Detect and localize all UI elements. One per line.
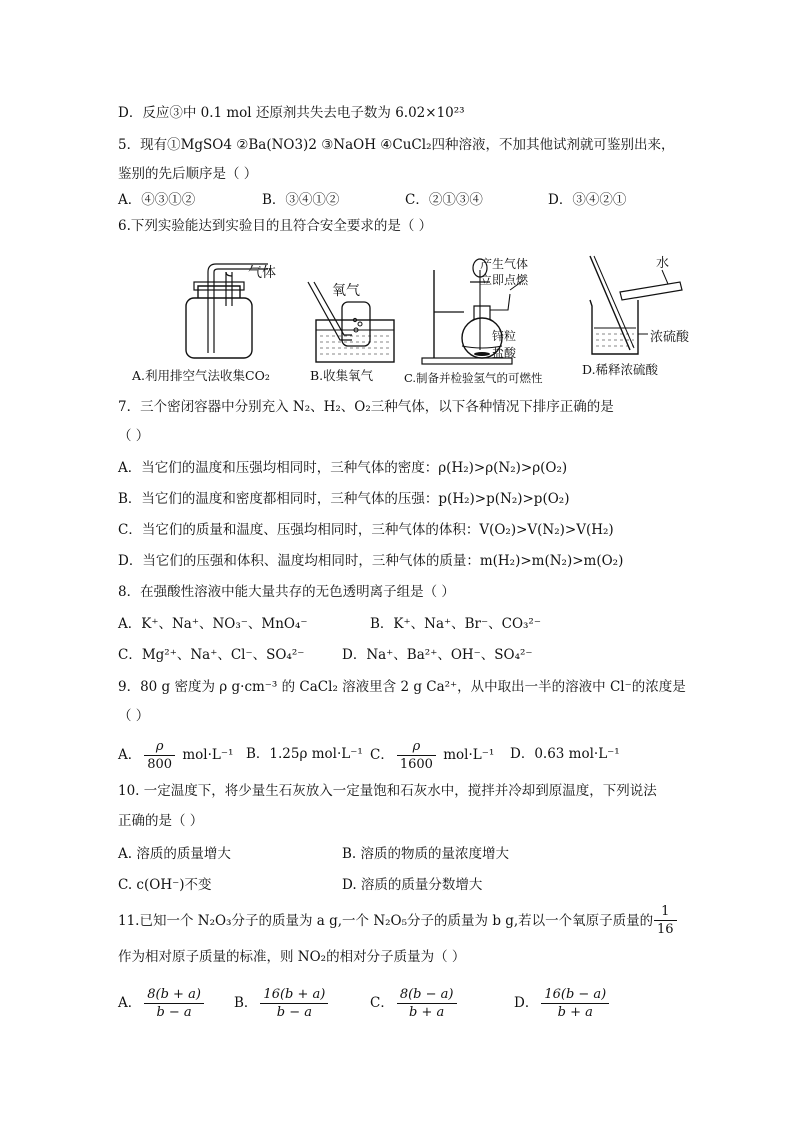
q11-stem-fraction [654,903,677,938]
q10-option-b: B. 溶质的物质的量浓度增大 [342,846,510,862]
q10-option-d: D. 溶质的质量分数增大 [342,877,483,893]
q5-stem-line1: 5．现有①MgSO4 ②Ba(NO3)2 ③NaOH ④CuCl₂四种溶液，不加其他试剂就可鉴别出来， [118,137,675,153]
q7-stem-line1: 7．三个密闭容器中分别充入 N₂、H₂、O₂三种气体，以下各种情况下排序正确的是 [118,399,614,415]
q11-option-d-numerator: 16(b − a) [541,986,609,1004]
q8-option-a: A．K⁺、Na⁺、NO₃⁻、MnO₄⁻ [118,616,308,632]
q8-option-d: D．Na⁺、Ba²⁺、OH⁻、SO₄²⁻ [342,647,533,663]
q7-option-a: A．当它们的温度和压强均相同时，三种气体的密度：ρ(H₂)>ρ(N₂)>ρ(O₂) [118,460,568,476]
q8-option-b: B．K⁺、Na⁺、Br⁻、CO₃²⁻ [370,616,541,632]
q5-option-d: D．③④②① [548,192,627,208]
q11-option-c-fraction [397,986,457,1021]
q9-option-c-denominator: 1600 [399,757,433,772]
q7-stem-line2: （ ） [118,428,150,444]
q11-option-a-label: A． [118,995,142,1011]
q9-stem-line1: 9．80 g 密度为 ρ g·cm⁻³ 的 CaCl₂ 溶液里含 2 g Ca²⁺，从中取出一半的溶液中 Cl⁻的浓度是 [118,679,686,695]
q11-option-c-denominator: b + a [409,1005,445,1020]
q5-stem-line2: 鉴别的先后顺序是（ ） [118,166,258,182]
q9-option-c-label: C． [370,747,394,763]
figure-c-label-zinc: 锌粒 [492,329,517,343]
q9-stem-line2: （ ） [118,708,150,724]
q7-option-c: C．当它们的质量和温度、压强均相同时，三种气体的体积：V(O₂)>V(N₂)>V(H₂) [118,522,614,538]
q5-option-a: A．④③①② [118,192,196,208]
q11-option-c-numerator: 8(b − a) [397,986,457,1004]
q10-option-a: A. 溶质的质量增大 [118,846,231,862]
q9-option-a [118,738,233,773]
figure-d-label-acid: 浓硫酸 [650,330,690,345]
figure-b-caption: B.收集氧气 [310,368,374,383]
q4-option-d: D．反应③中 0.1 mol 还原剂共失去电子数为 6.02×10²³ [118,105,465,121]
q9-option-c-fraction [397,738,436,773]
q11-option-a-fraction [144,986,204,1021]
q9-option-c-unit: mol·L⁻¹ [443,747,495,763]
figure-c-label-acid: 盐酸 [492,346,517,360]
q9-option-c-numerator: ρ [397,738,436,756]
q10-stem-line2: 正确的是（ ） [118,813,204,829]
q11-stem-fraction-denominator: 16 [657,922,674,937]
q7-option-b: B．当它们的温度和密度都相同时，三种气体的压强：p(H₂)>p(N₂)>p(O₂) [118,491,570,507]
q9-option-b: B．1.25ρ mol·L⁻¹ [246,746,363,762]
q9-option-c [370,738,494,773]
q11-stem-fraction-numerator: 1 [654,903,677,921]
q9-option-d: D．0.63 mol·L⁻¹ [510,746,620,762]
q11-option-b-numerator: 16(b + a) [260,986,328,1004]
figure-c-label-ignite: 立即点燃 [480,273,529,287]
q11-option-b-denominator: b − a [276,1005,312,1020]
q8-stem: 8．在强酸性溶液中能大量共存的无色透明离子组是（ ） [118,584,455,600]
q7-option-d: D．当它们的压强和体积、温度均相同时，三种气体的质量：m(H₂)>m(N₂)>m(O₂) [118,553,624,569]
q8-option-c: C．Mg²⁺、Na⁺、Cl⁻、SO₄²⁻ [118,647,305,663]
figure-a-caption: A.利用排空气法收集CO₂ [132,368,270,383]
q9-option-a-fraction [144,738,175,773]
q9-option-a-unit: mol·L⁻¹ [182,747,234,763]
q11-option-a [118,986,207,1021]
q11-option-b [234,986,331,1021]
q9-option-a-denominator: 800 [147,757,173,772]
q11-option-b-fraction [260,986,328,1021]
q9-option-a-label: A． [118,747,142,763]
figure-c-label-gas: 产生气体 [480,257,529,271]
figure-a-label-gas: 气体 [248,265,276,281]
q11-option-d [514,986,612,1021]
q10-option-c: C. c(OH⁻)不变 [118,877,212,893]
q11-stem-line2: 作为相对原子质量的标准，则 NO₂的相对分子质量为（ ） [118,949,466,965]
q11-option-d-label: D． [514,995,539,1011]
q11-option-a-numerator: 8(b + a) [144,986,204,1004]
q11-option-b-label: B． [234,995,258,1011]
q11-option-a-denominator: b − a [156,1005,192,1020]
q5-option-b: B．③④①② [262,192,340,208]
q6-stem: 6.下列实验能达到实验目的且符合安全要求的是（ ） [118,218,433,234]
q9-option-a-numerator: ρ [144,738,175,756]
figure-b-label-oxygen: 氧气 [332,283,360,299]
q11-option-d-fraction [541,986,609,1021]
q11-option-d-denominator: b + a [557,1005,593,1020]
figure-d-caption: D.稀释浓硫酸 [582,362,659,377]
q5-option-c: C．②①③④ [405,192,483,208]
q11-stem-line1: 11.已知一个 N₂O₃分子的质量为 a g,一个 N₂O₅分子的质量为 b g,若以一个氧原子质量的 [118,913,654,929]
figure-c-caption: C.制备并检验氢气的可燃性 [404,371,543,385]
q10-stem-line1: 10. 一定温度下，将少量生石灰放入一定量饱和石灰水中，搅拌并冷却到原温度，下列说法 [118,783,657,799]
q11-option-c [370,986,460,1021]
figure-d-label-water: 水 [656,256,670,271]
q11-option-c-label: C． [370,995,394,1011]
